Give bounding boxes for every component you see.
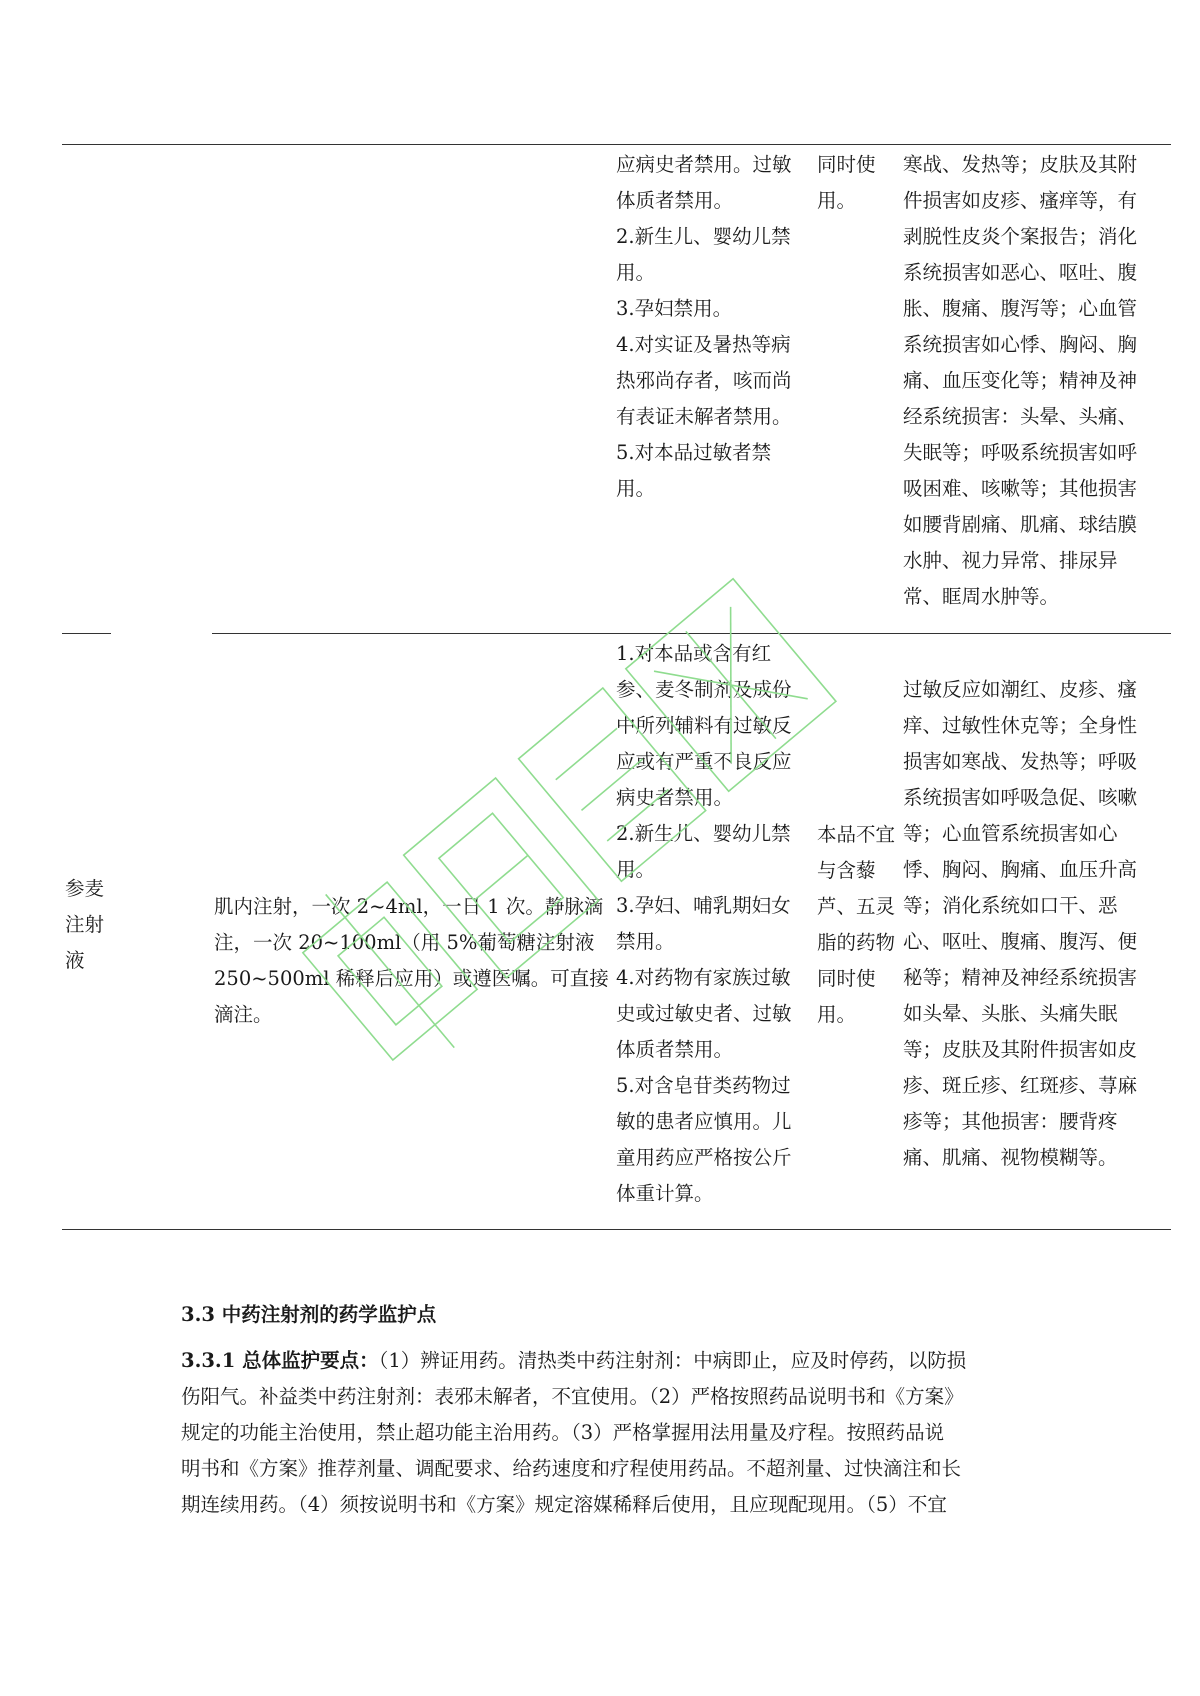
cell-line: 用。 <box>817 189 857 212</box>
row-divider <box>212 633 1171 634</box>
cell-line: 同时使 <box>817 967 876 990</box>
cell-line: 热邪尚存者，咳而尚 <box>616 369 792 392</box>
cell-line: 等；消化系统如口干、恶 <box>903 894 1118 917</box>
cell-line: 有表证未解者禁用。 <box>616 405 792 428</box>
adverse-reactions-cell <box>903 672 1137 1176</box>
cell-line: 体重计算。 <box>616 1182 714 1205</box>
cell-line: 5.对本品过敏者禁 <box>616 441 772 464</box>
cell-line: 痒、过敏性休克等；全身性 <box>903 714 1138 737</box>
cell-line: 等；皮肤及其附件损害如皮 <box>903 1038 1138 1061</box>
contraindications-cell-continued <box>616 147 792 507</box>
cell-line: 痛、肌痛、视物模糊等。 <box>903 1146 1118 1169</box>
cell-line: 童用药应严格按公斤 <box>616 1146 792 1169</box>
cell-line: 史或过敏史者、过敏 <box>616 1002 792 1025</box>
cell-line: 5.对含皂苷类药物过 <box>616 1074 791 1097</box>
cell-line: 肌内注射，一次 2~4ml，一日 1 次。静脉滴 <box>214 895 604 918</box>
cell-line: 脂的药物 <box>817 931 896 954</box>
cell-line: 系统损害如恶心、呕吐、腹 <box>903 261 1138 284</box>
cell-line: 注射 <box>65 913 105 936</box>
cell-line: 经系统损害：头晕、头痛、 <box>903 405 1138 428</box>
cell-line: 与含藜 <box>817 859 876 882</box>
cell-line: 本品不宜 <box>817 823 896 846</box>
cell-line: 用。 <box>616 477 656 500</box>
cell-line: 损害如寒战、发热等；呼吸 <box>903 750 1138 773</box>
paragraph-line-2: 伤阳气。补益类中药注射剂：表邪未解者，不宜使用。（2）严格按照药品说明书和《方案》 <box>181 1385 964 1408</box>
cell-line: 寒战、发热等；皮肤及其附 <box>903 153 1138 176</box>
cell-line: 病史者禁用。 <box>616 786 734 809</box>
table-bottom-rule <box>62 1229 1171 1230</box>
cell-line: 禁用。 <box>616 930 675 953</box>
cell-line: 应或有严重不良反应 <box>616 750 792 773</box>
cell-line: 液 <box>65 949 85 972</box>
cell-line: 如腰背剧痛、肌痛、球结膜 <box>903 513 1138 536</box>
paragraph-text: （1）辨证用药。清热类中药注射剂：中病即止，应及时停药，以防损 <box>378 1349 967 1372</box>
interactions-cell <box>817 817 895 1033</box>
cell-line: 用。 <box>817 1003 857 1026</box>
cell-line: 用。 <box>616 858 656 881</box>
cell-line: 滴注。 <box>214 1003 273 1026</box>
cell-line: 系统损害如呼吸急促、咳嗽 <box>903 786 1138 809</box>
cell-line: 注，一次 20~100ml（用 5%葡萄糖注射液 <box>214 931 595 954</box>
contraindications-cell <box>616 636 792 1212</box>
cell-line: 胀、腹痛、腹泻等；心血管 <box>903 297 1138 320</box>
cell-line: 同时使 <box>817 153 876 176</box>
paragraph-line-5: 期连续用药。（4）须按说明书和《方案》规定溶媒稀释后使用，且应现配现用。（5）不宜 <box>181 1493 947 1516</box>
cell-line: 剥脱性皮炎个案报告；消化 <box>903 225 1138 248</box>
cell-line: 参、麦冬制剂及成份 <box>616 678 792 701</box>
cell-line: 件损害如皮疹、瘙痒等，有 <box>903 189 1138 212</box>
cell-line: 吸困难、咳嗽等；其他损害 <box>903 477 1138 500</box>
interactions-cell-continued <box>817 147 876 219</box>
cell-line: 1.对本品或含有红 <box>616 642 772 665</box>
cell-line: 失眠等；呼吸系统损害如呼 <box>903 441 1138 464</box>
cell-line: 250~500ml 稀释后应用）或遵医嘱。可直接 <box>214 967 609 990</box>
paragraph-line-4: 明书和《方案》推荐剂量、调配要求、给药速度和疗程使用药品。不超剂量、过快滴注和长 <box>181 1457 962 1480</box>
cell-line: 中所列辅料有过敏反 <box>616 714 792 737</box>
cell-line: 疹、斑丘疹、红斑疹、荨麻 <box>903 1074 1138 1097</box>
cell-line: 系统损害如心悸、胸闷、胸 <box>903 333 1138 356</box>
cell-line: 常、眶周水肿等。 <box>903 585 1060 608</box>
cell-line: 心、呕吐、腹痛、腹泻、便 <box>903 930 1138 953</box>
cell-line: 应病史者禁用。过敏 <box>616 153 792 176</box>
cell-line: 3.孕妇禁用。 <box>616 297 733 320</box>
drug-name-cell <box>65 871 104 979</box>
cell-line: 3.孕妇、哺乳期妇女 <box>616 894 791 917</box>
cell-line: 疹等；其他损害：腰背疼 <box>903 1110 1118 1133</box>
section-title: 3.3 中药注射剂的药学监护点 <box>181 1303 437 1326</box>
seal-watermark-icon <box>250 500 890 1140</box>
paragraph-line-3: 规定的功能主治使用，禁止超功能主治用药。（3）严格掌握用法用量及疗程。按照药品说 <box>181 1421 945 1444</box>
table-top-rule <box>62 144 1171 145</box>
cell-line: 体质者禁用。 <box>616 189 734 212</box>
cell-line: 4.对实证及暑热等病 <box>616 333 791 356</box>
cell-line: 参麦 <box>65 877 105 900</box>
paragraph-line-1 <box>181 1343 1021 1379</box>
adverse-reactions-cell-continued <box>903 147 1137 615</box>
section-paragraph <box>181 1343 1021 1523</box>
cell-line: 痛、血压变化等；精神及神 <box>903 369 1138 392</box>
cell-line: 2.新生儿、婴幼儿禁 <box>616 822 791 845</box>
cell-line: 悸、胸闷、胸痛、血压升高 <box>903 858 1138 881</box>
cell-line: 如头晕、头胀、头痛失眠 <box>903 1002 1118 1025</box>
cell-line: 敏的患者应慎用。儿 <box>616 1110 792 1133</box>
cell-line: 水肿、视力异常、排尿异 <box>903 549 1118 572</box>
cell-line: 体质者禁用。 <box>616 1038 734 1061</box>
usage-cell <box>214 889 609 1033</box>
cell-line: 芦、五灵 <box>817 895 896 918</box>
cell-line: 用。 <box>616 261 656 284</box>
cell-line: 4.对药物有家族过敏 <box>616 966 791 989</box>
cell-line: 等；心血管系统损害如心 <box>903 822 1118 845</box>
row-divider-short <box>62 633 111 634</box>
cell-line: 过敏反应如潮红、皮疹、瘙 <box>903 678 1138 701</box>
cell-line: 2.新生儿、婴幼儿禁 <box>616 225 791 248</box>
cell-line: 秘等；精神及神经系统损害 <box>903 966 1138 989</box>
subsection-label: 3.3.1 总体监护要点： <box>181 1349 379 1372</box>
